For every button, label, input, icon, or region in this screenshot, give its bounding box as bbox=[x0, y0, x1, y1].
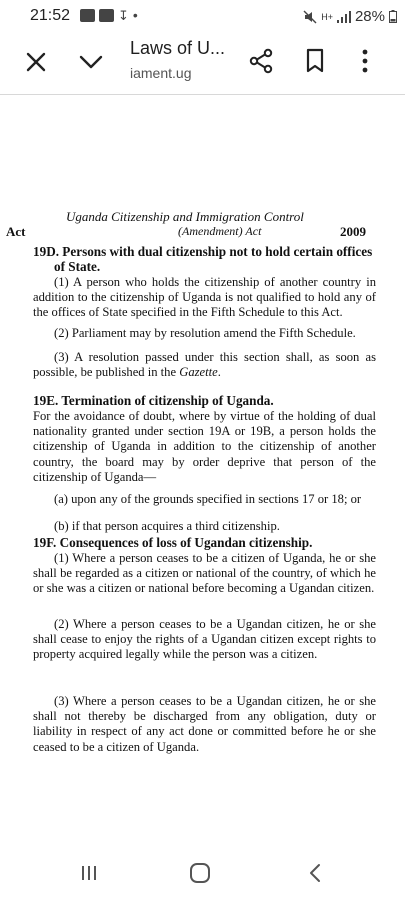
section-19d-para-3 bbox=[33, 350, 376, 380]
chevron-down-icon[interactable] bbox=[77, 50, 105, 74]
section-19d-para-2: (2) Parliament may by resolution amend the Fifth Schedule. bbox=[54, 326, 356, 340]
back-icon[interactable] bbox=[308, 863, 322, 883]
notification-icons bbox=[80, 9, 138, 22]
section-19d-heading bbox=[33, 244, 376, 274]
page-url: iament.ug bbox=[130, 65, 192, 81]
download-notification-icon: ↧ bbox=[118, 8, 129, 23]
more-notifications-dot-icon: • bbox=[132, 7, 138, 23]
section-19f-para-2: (2) Where a person ceases to be a Ugandan citizen, he or she shall cease to enjoy the rights of a Ugandan citizen except rights to property acquired legally while the person was a citizen. bbox=[33, 617, 376, 662]
custom-tab-toolbar bbox=[0, 30, 405, 94]
system-status-icons bbox=[303, 8, 397, 25]
document-page bbox=[0, 95, 405, 845]
section-19d-para-1: (1) A person who holds the citizenship of another country in addition to the citizenship of Uganda is not qualified to hold any of the offices of State specified in the Fifth Schedule to this Act. bbox=[33, 275, 376, 320]
gazette-italic: Gazette bbox=[179, 365, 218, 380]
battery-level: 28% bbox=[354, 8, 385, 25]
act-label: Act bbox=[6, 224, 26, 239]
section-19f-heading: 19F. Consequences of loss of Ugandan citizenship. bbox=[33, 535, 313, 550]
mute-icon bbox=[303, 10, 317, 24]
more-vert-icon[interactable] bbox=[360, 48, 370, 74]
section-19f-para-1: (1) Where a person ceases to be a citizen of Uganda, he or she shall be regarded as a citizen or national of the country, of which he or she was a citizen or national before becoming a Ugandan citizen. bbox=[33, 551, 376, 596]
section-19e-body: For the avoidance of doubt, where by virtue of the holding of dual nationality granted under section 19A or 19B, a person holds the citizenship of Uganda in addition to the citizenship of another country, the board may by order deprive that person of the citizenship of Uganda— bbox=[33, 409, 376, 484]
section-19d-heading-line1: 19D. Persons with dual citizenship not to hold certain offices bbox=[33, 244, 373, 259]
recent-apps-icon[interactable] bbox=[81, 865, 97, 881]
home-icon[interactable] bbox=[190, 863, 210, 883]
network-type-label: H+ bbox=[321, 11, 333, 22]
section-19f-para-3: (3) Where a person ceases to be a Ugandan citizen, he or she shall not thereby be discharged from any obligation, duty or liability in respect of any act done or committed before he or she ceased to be a citizen of Uganda. bbox=[33, 694, 376, 754]
act-year: 2009 bbox=[340, 224, 366, 239]
system-navigation-bar bbox=[0, 845, 405, 900]
bookmark-icon[interactable] bbox=[305, 48, 325, 74]
title-block bbox=[130, 38, 240, 81]
signal-icon bbox=[337, 11, 351, 23]
close-icon[interactable] bbox=[22, 48, 50, 76]
section-19e-heading: 19E. Termination of citizenship of Uganda. bbox=[33, 393, 274, 408]
gallery-notification-icon bbox=[80, 9, 95, 22]
battery-icon bbox=[389, 10, 397, 23]
status-bar bbox=[0, 0, 405, 30]
share-icon[interactable] bbox=[248, 48, 274, 74]
status-time: 21:52 bbox=[30, 7, 71, 24]
section-19d-para-3-end: . bbox=[217, 365, 221, 380]
page-title: Laws of U... bbox=[130, 38, 226, 58]
section-19e-item-b: (b) if that person acquires a third citizenship. bbox=[54, 519, 280, 533]
amendment-label: (Amendment) Act bbox=[178, 224, 262, 238]
section-19e-item-a: (a) upon any of the grounds specified in sections 17 or 18; or bbox=[54, 492, 362, 506]
section-19d-heading-line2: of State. bbox=[54, 259, 101, 275]
running-title: Uganda Citizenship and Immigration Control bbox=[66, 209, 304, 224]
section-19d-para-3-text: (3) A resolution passed under this section shall, as soon as possible, be published in the bbox=[33, 350, 376, 380]
youtube-notification-icon bbox=[99, 9, 114, 22]
